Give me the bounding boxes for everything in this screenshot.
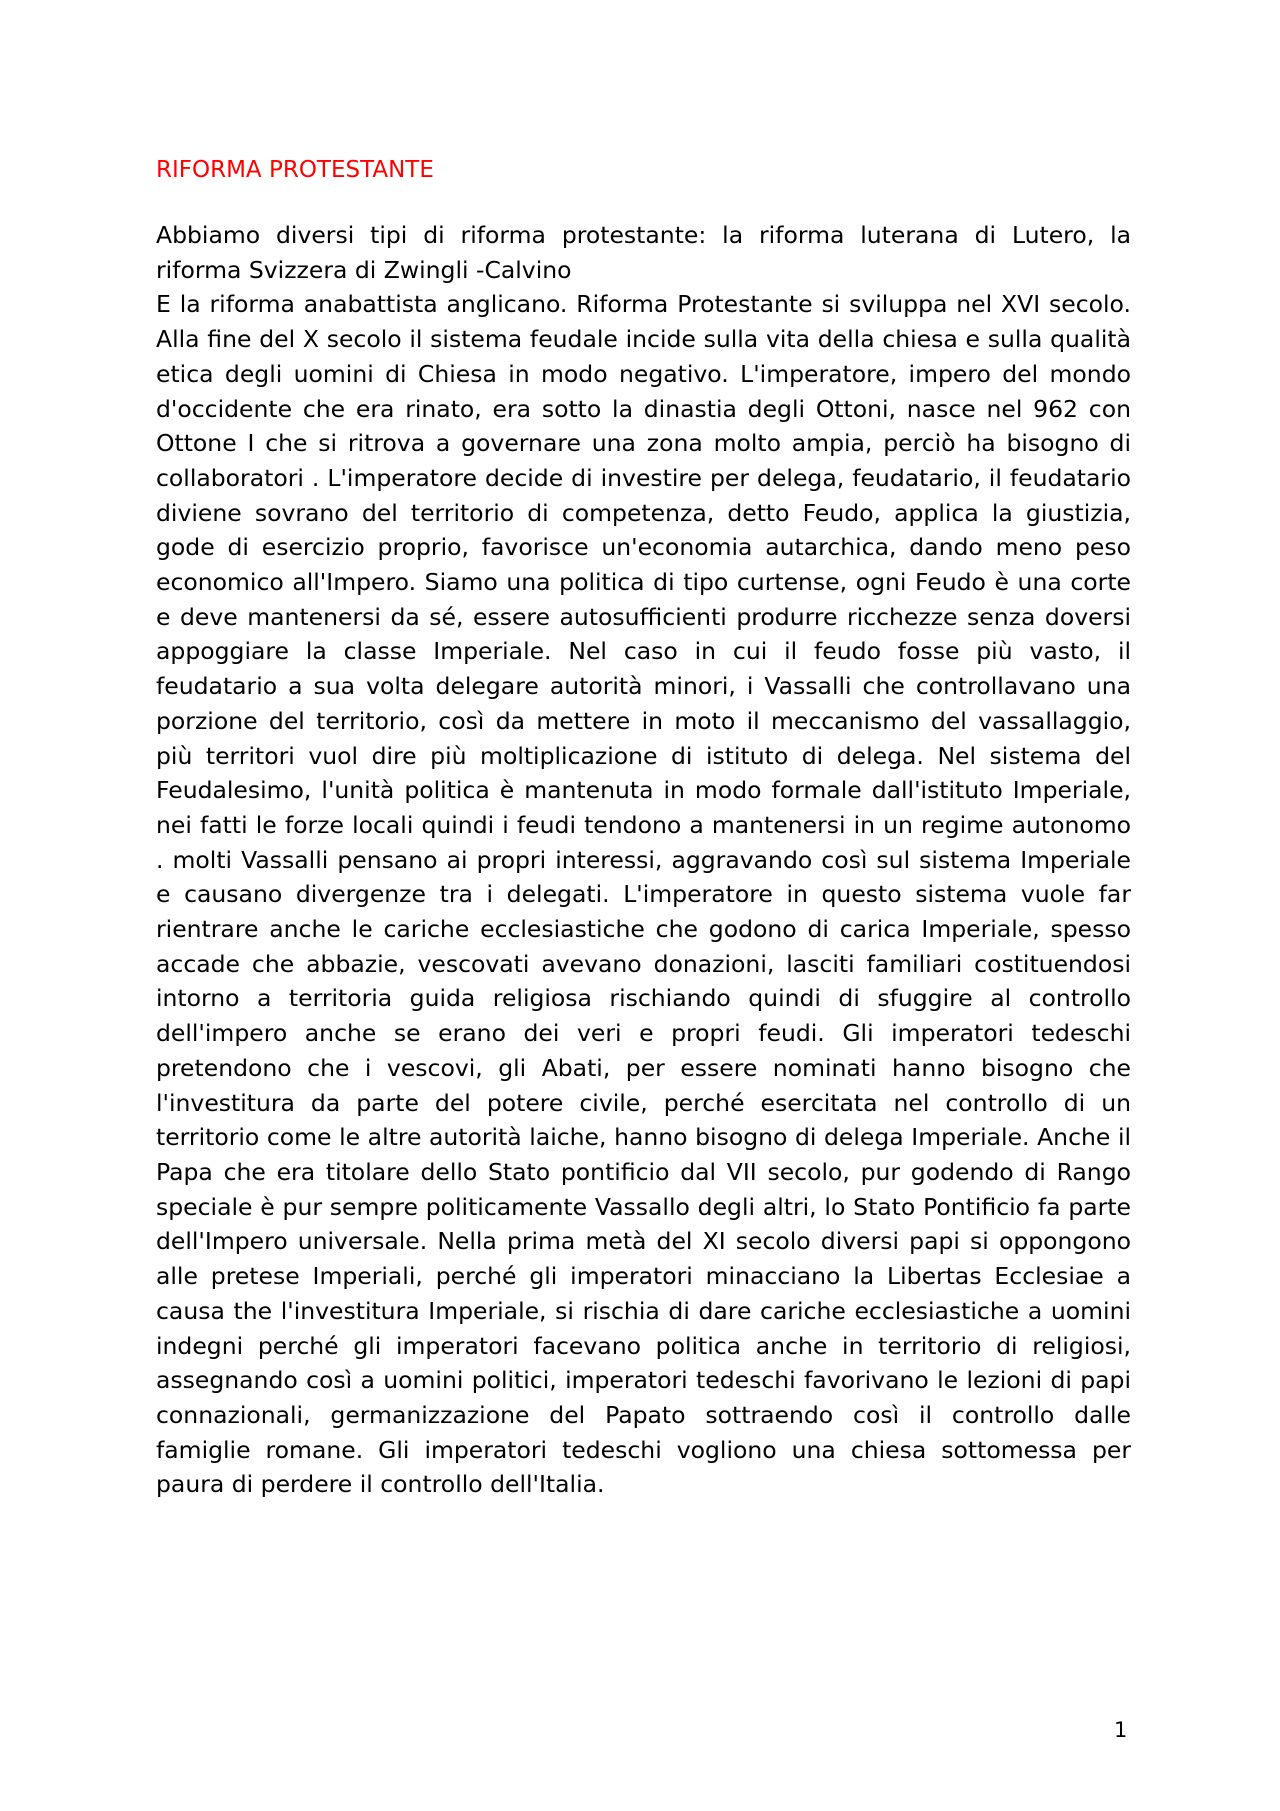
document-title: RIFORMA PROTESTANTE bbox=[156, 157, 434, 183]
page-number: 1 bbox=[1114, 1718, 1128, 1742]
paragraph-main: E la riforma anabattista anglicano. Riforma Protestante si sviluppa nel XVI secolo. Alla fine del X secolo il sistema feudale incide sulla vita della chiesa e sulla qualità etica degli uomini di Chiesa in modo negativo. L'imperatore, impero del mondo d'occidente che era rinato, era sotto la dinastia degli Ottoni, nasce nel 962 con Ottone I che si ritrova a governare una zona molto ampia, perciò ha bisogno di collaboratori . L'imperatore decide di investire per delega, feudatario, il feudatario diviene sovrano del territorio di competenza, detto Feudo, applica la giustizia, gode di esercizio proprio, favorisce un'economia autarchica, dando meno peso economico all'Impero. Siamo una politica di tipo curtense, ogni Feudo è una corte e deve mantenersi da sé, essere autosufficienti produrre ricchezze senza doversi appoggiare la classe Imperiale. Nel caso in cui il feudo fosse più vasto, il feudatario a sua volta delegare autorità minori, i Vassalli che controllavano una porzione del territorio, così da mettere in moto il meccanismo del vassallaggio, più territori vuol dire più moltiplicazione di istituto di delega. Nel sistema del Feudalesimo, l'unità politica è mantenuta in modo formale dall'istituto Imperiale, nei fatti le forze locali quindi i feudi tendono a mantenersi in un regime autonomo . molti Vassalli pensano ai propri interessi, aggravando così sul sistema Imperiale e causano divergenze tra i delegati. L'imperatore in questo sistema vuole far rientrare anche le cariche ecclesiastiche che godono di carica Imperiale, spesso accade che abbazie, vescovati avevano donazioni, lasciti familiari costituendosi intorno a territoria guida religiosa rischiando quindi di sfuggire al controllo dell'impero anche se erano dei veri e propri feudi. Gli imperatori tedeschi pretendono che i vescovi, gli Abati, per essere nominati hanno bisogno che l'investitura da parte del potere civile, perché esercitata nel controllo di un territorio come le altre autorità laiche, hanno bisogno di delega Imperiale. Anche il Papa che era titolare dello Stato pontificio dal VII secolo, pur godendo di Rango speciale è pur sempre politicamente Vassallo degli altri, lo Stato Pontificio fa parte dell'Impero universale. Nella prima metà del XI secolo diversi papi si oppongono alle pretese Imperiali, perché gli imperatori minacciano la Libertas Ecclesiae a causa the l'investitura Imperiale, si rischia di dare cariche ecclesiastiche a uomini indegni perché gli imperatori facevano politica anche in territorio di religiosi, assegnando così a uomini politici, imperatori tedeschi favorivano le lezioni di papi connazionali, germanizzazione del Papato sottraendo così il controllo dalle famiglie romane. Gli imperatori tedeschi vogliono una chiesa sottomessa per paura di perdere il controllo dell'Italia. bbox=[156, 290, 1131, 1499]
document-body bbox=[156, 218, 1131, 1502]
paragraph-intro: Abbiamo diversi tipi di riforma protestante: la riforma luterana di Lutero, la riforma Svizzera di Zwingli -Calvino bbox=[156, 221, 1131, 284]
